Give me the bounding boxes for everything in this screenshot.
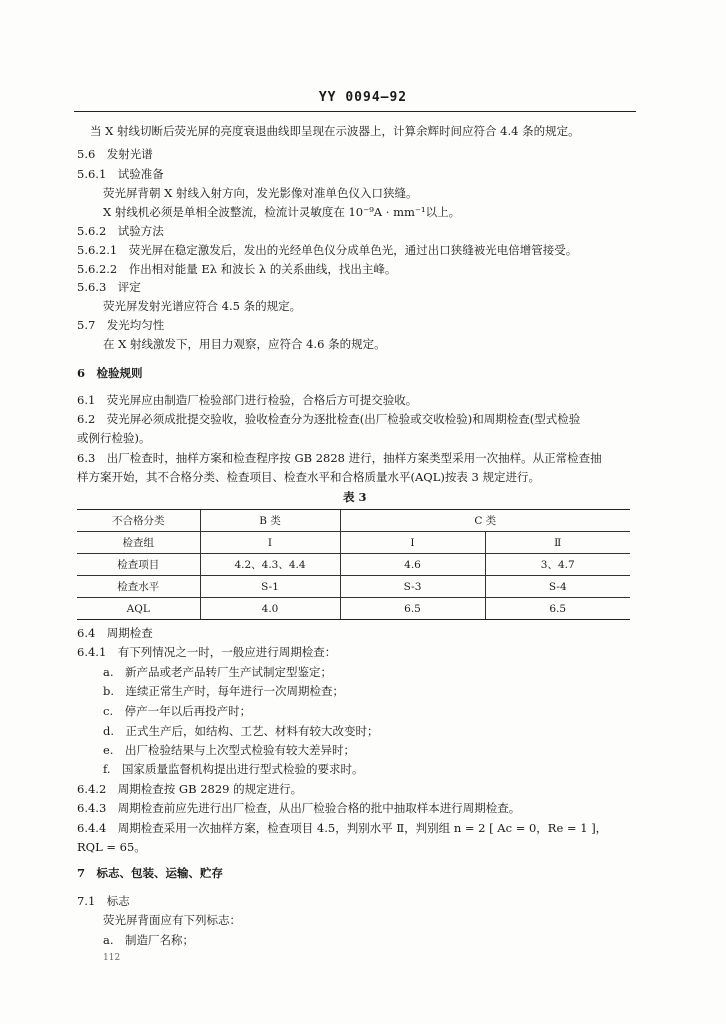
- page-number: 112: [103, 953, 121, 963]
- paragraph: RQL = 65。: [77, 840, 146, 854]
- list-item: b. 连续正常生产时，每年进行一次周期检查；: [103, 684, 345, 698]
- table-cell: 检查组: [77, 532, 200, 554]
- paragraph: 样方案开始，其不合格分类、检查项目、检查水平和合格质量水平(AQL)按表 3 规定进行。: [77, 470, 540, 484]
- table-cell: C 类: [340, 510, 630, 532]
- paragraph: 6.4.1 有下列情况之一时，一般应进行周期检查：: [77, 645, 337, 659]
- inspection-table: [77, 509, 630, 620]
- paragraph: 在 X 射线激发下，用目力观察，应符合 4.6 条的规定。: [103, 337, 386, 351]
- paragraph: 当 X 射线切断后荧光屏的亮度衰退曲线即呈现在示波器上，计算余辉时间应符合 4.4 条的规定。: [90, 124, 580, 138]
- paragraph: X 射线机必须是单相全波整流，检流计灵敏度在 10⁻⁹A · mm⁻¹以上。: [103, 205, 461, 219]
- list-item: d. 正式生产后，如结构、工艺、材料有较大改变时；: [103, 724, 379, 738]
- section-heading: 5.7 发光均匀性: [77, 318, 165, 332]
- list-item: c. 停产一年以后再投产时；: [103, 704, 252, 718]
- table-cell: 不合格分类: [77, 510, 200, 532]
- section-heading: 5.6.1 试验准备: [77, 167, 164, 181]
- table-cell: Ⅰ: [340, 532, 485, 554]
- list-item: a. 新产品或老产品转厂生产试制定型鉴定；: [103, 665, 333, 679]
- table-caption: 表 3: [343, 490, 367, 504]
- paragraph: 6.4.4 周期检查采用一次抽样方案，检查项目 4.5，判别水平 Ⅱ，判别组 n = 2 [ Ac = 0，Re = 1 ]，: [77, 821, 608, 835]
- section-heading: 5.6.2 试验方法: [77, 224, 164, 238]
- table-row: [77, 510, 630, 532]
- paragraph: 6.4.2 周期检查按 GB 2829 的规定进行。: [77, 782, 303, 796]
- paragraph: 荧光屏背朝 X 射线入射方向，发光影像对准单色仪入口狭缝。: [103, 186, 418, 200]
- table-cell: 6.5: [340, 598, 485, 620]
- table-row: [77, 532, 630, 554]
- table-row: [77, 576, 630, 598]
- list-item: a. 制造厂名称；: [103, 933, 195, 947]
- table-cell: S-4: [485, 576, 630, 598]
- section-heading: 5.6 发射光谱: [77, 147, 153, 161]
- section-heading: 7.1 标志: [77, 894, 130, 908]
- table-cell: 4.6: [340, 554, 485, 576]
- paragraph: 5.6.2.1 荧光屏在稳定激发后，发出的光经单色仪分成单色光，通过出口狭缝被光电倍增管接受。: [77, 243, 578, 257]
- section-heading: 5.6.3 评定: [77, 280, 141, 294]
- paragraph: 6.3 出厂检查时，抽样方案和检查程序按 GB 2828 进行，抽样方案类型采用一次抽样。从正常检查抽: [77, 451, 602, 465]
- header-rule: [74, 111, 636, 112]
- paragraph: 6.4.3 周期检查前应先进行出厂检查，从出厂检验合格的批中抽取样本进行周期检查。: [77, 801, 521, 815]
- list-item: f. 国家质量监督机构提出进行型式检验的要求时。: [103, 762, 364, 776]
- table-row: [77, 554, 630, 576]
- table-cell: 检查项目: [77, 554, 200, 576]
- paragraph: 6.1 荧光屏应由制造厂检验部门进行检验，合格后方可提交验收。: [77, 393, 418, 407]
- table-cell: 4.2、4.3、4.4: [200, 554, 340, 576]
- paragraph: 5.6.2.2 作出相对能量 Eλ 和波长 λ 的关系曲线，找出主峰。: [77, 262, 397, 276]
- table-cell: 6.5: [485, 598, 630, 620]
- table-cell: S-3: [340, 576, 485, 598]
- table-cell: 检查水平: [77, 576, 200, 598]
- section-heading: 6.4 周期检查: [77, 626, 153, 640]
- table-row: [77, 598, 630, 620]
- table-cell: Ⅰ: [200, 532, 340, 554]
- table-cell: AQL: [77, 598, 200, 620]
- chapter-heading: 7 标志、包装、运输、贮存: [77, 866, 224, 880]
- paragraph: 或例行检验)。: [77, 431, 151, 445]
- table-cell: 3、4.7: [485, 554, 630, 576]
- chapter-heading: 6 检验规则: [77, 366, 143, 380]
- table-cell: B 类: [200, 510, 340, 532]
- paragraph: 荧光屏发射光谱应符合 4.5 条的规定。: [103, 299, 302, 313]
- table-cell: Ⅱ: [485, 532, 630, 554]
- table-cell: S-1: [200, 576, 340, 598]
- paragraph: 6.2 荧光屏必须成批提交验收，验收检查分为逐批检查(出厂检验或交收检验)和周期检查(型式检验: [77, 412, 581, 426]
- table-cell: 4.0: [200, 598, 340, 620]
- document-header: YY 0094—92: [318, 90, 408, 105]
- paragraph: 荧光屏背面应有下列标志：: [103, 913, 241, 927]
- list-item: e. 出厂检验结果与上次型式检验有较大差异时；: [103, 743, 355, 757]
